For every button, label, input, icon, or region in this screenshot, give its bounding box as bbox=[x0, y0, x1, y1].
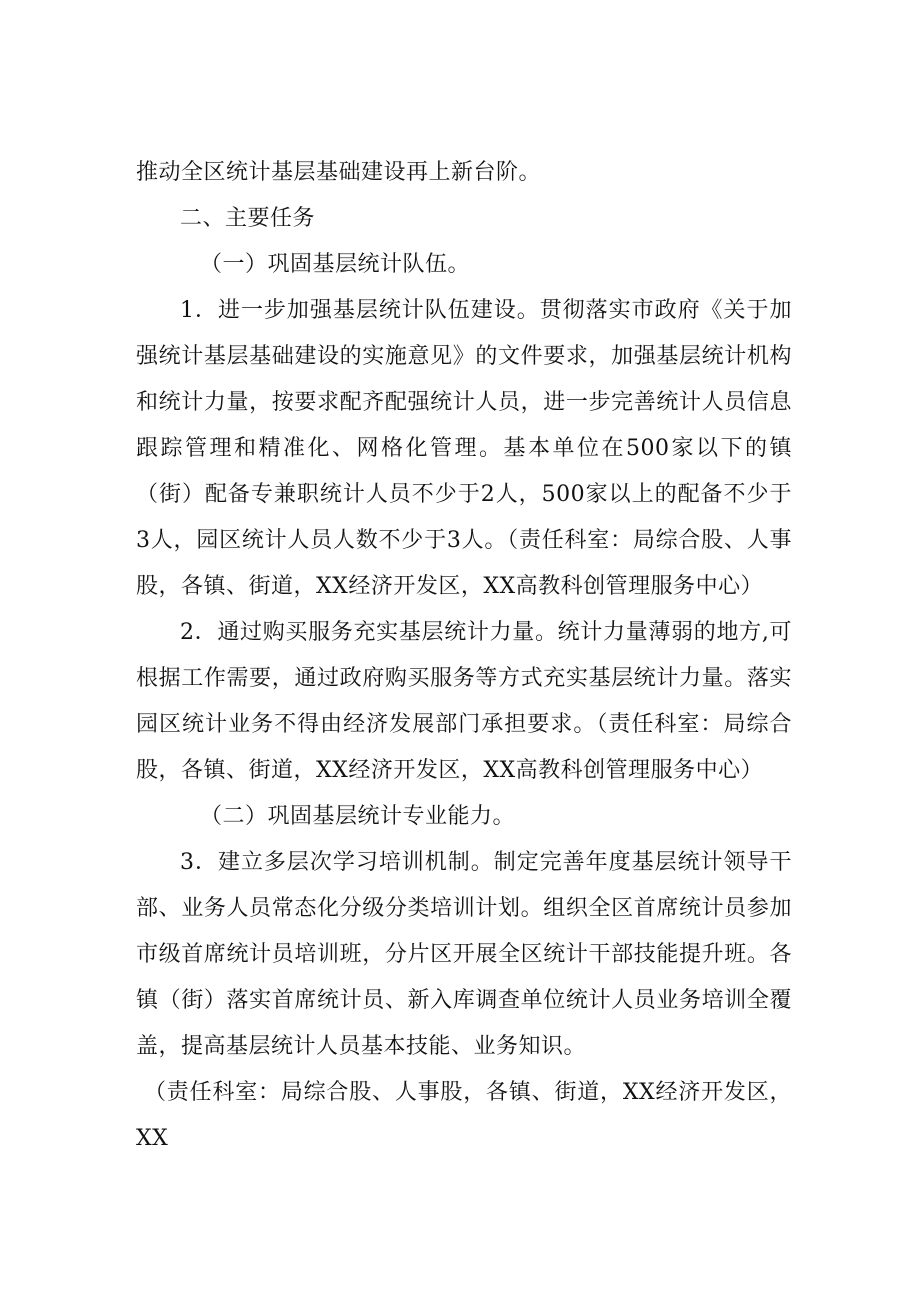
paragraph-item-3: 3．建立多层次学习培训机制。制定完善年度基层统计领导干部、业务人员常态化分级分类培训计划。组织全区首席统计员参加市级首席统计员培训班，分片区开展全区统计干部技能提升班。各镇（街）落实首席统计员、新入库调查单位统计人员业务培训全覆盖，提高基层统计人员基本技能、业务知识。 bbox=[136, 850, 792, 1059]
subsection-heading-1: （一）巩固基层统计队伍。 bbox=[200, 252, 471, 277]
section-heading-main-tasks: 二、主要任务 bbox=[180, 206, 316, 231]
paragraph-continuation: 推动全区统计基层基础建设再上新台阶。 bbox=[136, 160, 542, 185]
document-body bbox=[136, 150, 792, 1162]
subsection-heading-2: （二）巩固基层统计专业能力。 bbox=[200, 804, 516, 829]
paragraph-item-2: 2．通过购买服务充实基层统计力量。统计力量薄弱的地方,可根据工作需要，通过政府购买服务等方式充实基层统计力量。落实园区统计业务不得由经济发展部门承担要求。（责任科室：局综合股，各镇、街道，XX经济开发区，XX高教科创管理服务中心） bbox=[136, 620, 792, 783]
paragraph-responsibility: （责任科室：局综合股、人事股，各镇、街道，XX经济开发区，XX bbox=[136, 1080, 792, 1151]
paragraph-item-1: 1．进一步加强基层统计队伍建设。贯彻落实市政府《关于加强统计基层基础建设的实施意见》的文件要求，加强基层统计机构和统计力量，按要求配齐配强统计人员，进一步完善统计人员信息跟踪管理和精准化、网格化管理。基本单位在500家以下的镇（街）配备专兼职统计人员不少于2人，500家以上的配备不少于3人，园区统计人员人数不少于3人。（责任科室：局综合股、人事股，各镇、街道，XX经济开发区，XX高教科创管理服务中心） bbox=[136, 298, 792, 599]
